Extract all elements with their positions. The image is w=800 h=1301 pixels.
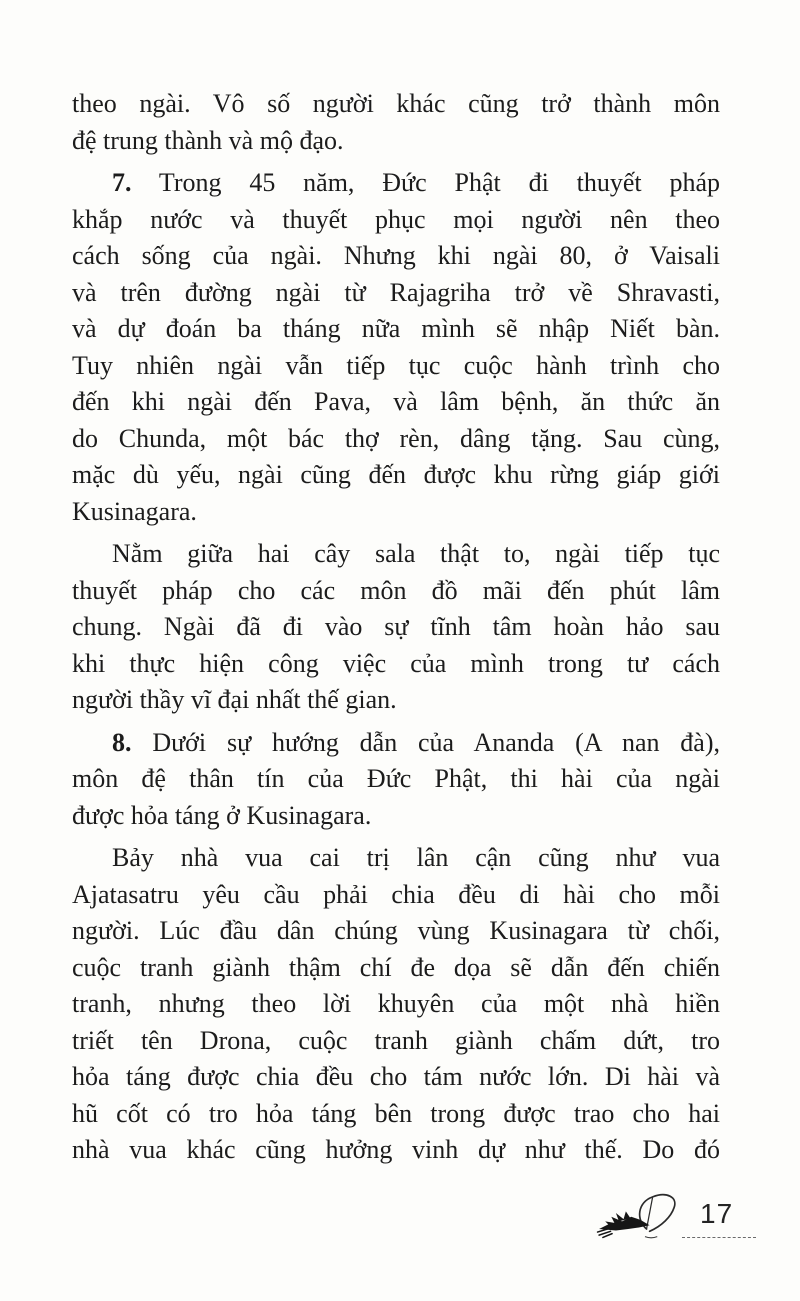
text-line: Nằm giữa hai cây sala thật to, ngài tiếp tục bbox=[112, 539, 720, 568]
text-line: và dự đoán ba tháng nữa mình sẽ nhập Niết bàn. bbox=[72, 314, 720, 343]
text-line: tranh, nhưng theo lời khuyên của một nhà hiền bbox=[72, 989, 720, 1018]
text-line: cách sống của ngài. Nhưng khi ngài 80, ở Vaisali bbox=[72, 241, 720, 270]
text-block bbox=[72, 86, 720, 1169]
text-line: theo ngài. Vô số người khác cũng trở thành môn bbox=[72, 89, 720, 118]
text-line: đến khi ngài đến Pava, và lâm bệnh, ăn thức ăn bbox=[72, 387, 720, 416]
text-line: hỏa táng được chia đều cho tám nước lớn. Di hài và bbox=[72, 1062, 720, 1091]
page-footer bbox=[596, 1188, 766, 1248]
text-line: cuộc tranh giành thậm chí đe dọa sẽ dẫn đến chiến bbox=[72, 952, 720, 982]
paragraph-number: 7. bbox=[112, 168, 132, 197]
bird-ornament-icon bbox=[596, 1190, 694, 1242]
text-line: và trên đường ngài từ Rajagriha trở về Shravasti, bbox=[72, 277, 720, 307]
text-line: khi thực hiện công việc của mình trong tư cách bbox=[72, 648, 720, 678]
text-line: được hỏa táng ở Kusinagara. bbox=[72, 800, 372, 830]
text-line: hũ cốt có tro hỏa táng bên trong được trao cho hai bbox=[72, 1098, 720, 1128]
text-line: Kusinagara. bbox=[72, 496, 197, 526]
text-line: đệ trung thành và mộ đạo. bbox=[72, 125, 344, 155]
paragraph bbox=[72, 86, 720, 159]
page-number: 17 bbox=[700, 1198, 734, 1229]
text-line: người thầy vĩ đại nhất thế gian. bbox=[72, 685, 397, 714]
text-line: nhà vua khác cũng hưởng vinh dự như thế. Do đó bbox=[72, 1135, 720, 1164]
text-line: Ajatasatru yêu cầu phải chia đều di hài cho mỗi bbox=[72, 879, 720, 909]
paragraph bbox=[72, 840, 720, 1169]
text-line: mặc dù yếu, ngài cũng đến được khu rừng giáp giới bbox=[72, 460, 720, 489]
text-line: môn đệ thân tín của Đức Phật, thi hài của ngài bbox=[72, 764, 720, 793]
paragraph bbox=[72, 536, 720, 719]
paragraph bbox=[72, 725, 720, 835]
text-line: do Chunda, một bác thợ rèn, dâng tặng. Sau cùng, bbox=[72, 423, 720, 453]
text-line: chung. Ngài đã đi vào sự tĩnh tâm hoàn hảo sau bbox=[72, 612, 720, 641]
text-line: người. Lúc đầu dân chúng vùng Kusinagara từ chối, bbox=[72, 916, 720, 945]
text-line: 8. Dưới sự hướng dẫn của Ananda (A nan đà), bbox=[112, 727, 720, 757]
text-line: khắp nước và thuyết phục mọi người nên theo bbox=[72, 204, 720, 234]
text-line: thuyết pháp cho các môn đồ mãi đến phút lâm bbox=[72, 575, 720, 605]
folio-underline bbox=[682, 1237, 756, 1238]
text-line: 7. Trong 45 năm, Đức Phật đi thuyết pháp bbox=[112, 168, 720, 197]
text-line: triết tên Drona, cuộc tranh giành chấm dứt, tro bbox=[72, 1025, 720, 1055]
paragraph-number: 8. bbox=[112, 727, 132, 757]
text-line: Bảy nhà vua cai trị lân cận cũng như vua bbox=[112, 843, 720, 872]
paragraph bbox=[72, 165, 720, 530]
text-line: Tuy nhiên ngài vẫn tiếp tục cuộc hành trình cho bbox=[72, 350, 720, 380]
